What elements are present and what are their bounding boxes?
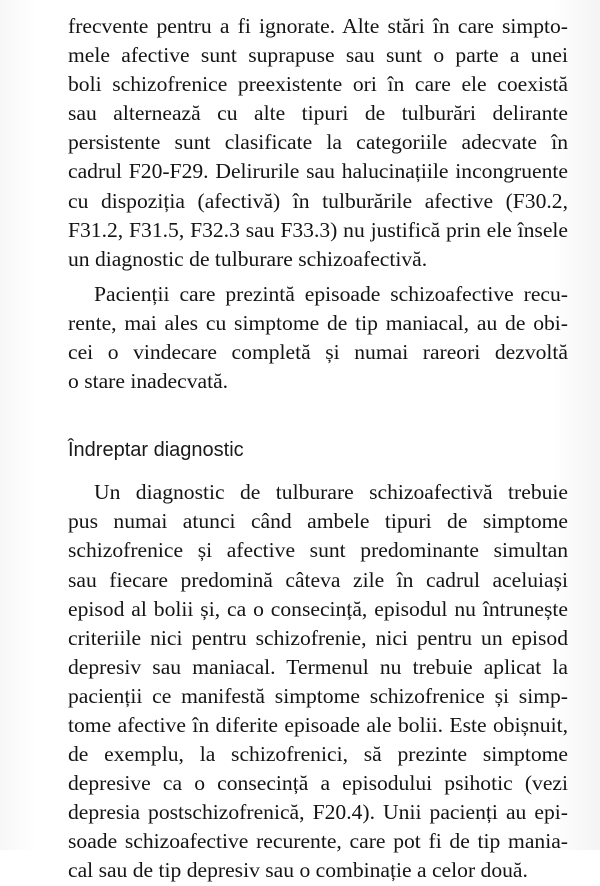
- text-line: cu dispoziția (afectivă) în tulburările afective (F30.2,: [68, 188, 568, 213]
- text-line: criteriile nici pentru schizofrenie, nici pentru un episod: [68, 625, 568, 650]
- text-line: sau alternează cu alte tipuri de tulburări delirante: [68, 101, 568, 126]
- text-line: Pacienții care prezintă episoade schizoafective recu-: [94, 281, 568, 306]
- text-line: boli schizofrenice preexistente ori în care ele coexistă: [68, 72, 568, 97]
- text-column: [68, 12, 568, 886]
- text-line: schizofrenice și afective sunt predominante simultan: [68, 538, 568, 563]
- text-line: depresiv sau maniacal. Termenul nu trebuie aplicat la: [68, 654, 568, 679]
- text-line: tome afective în diferite episoade ale bolii. Este obișnuit,: [68, 712, 568, 737]
- text-line: de exemplu, la schizofrenici, să prezinte simptome: [68, 742, 568, 767]
- text-line: episod al bolii și, ca o consecință, episodul nu întrunește: [68, 596, 568, 621]
- text-line: depresive ca o consecință a episodului psihotic (vezi: [68, 771, 568, 796]
- text-line: depresia postschizofrenică, F20.4). Unii pacienți au epi-: [68, 800, 568, 825]
- text-line: pacienții ce manifestă simptome schizofrenice și simp-: [68, 683, 568, 708]
- text-line: sau fiecare predomină câteva zile în cadrul aceluiași: [68, 567, 568, 592]
- text-line: Un diagnostic de tulburare schizoafectivă trebuie: [94, 480, 568, 505]
- text-line: cei o vindecare completă și numai rareori dezvoltă: [68, 340, 568, 365]
- section-heading: Îndreptar diagnostic: [68, 439, 244, 462]
- text-line: frecvente pentru a fi ignorate. Alte stări în care simpto-: [68, 14, 568, 38]
- paragraph-2: [68, 280, 568, 396]
- text-line: cadrul F20-F29. Delirurile sau halucinațiile incongruente: [68, 159, 568, 184]
- text-line: o stare inadecvată.: [68, 369, 229, 394]
- text-line: soade schizoafective recurente, care pot fi de tip mania-: [68, 829, 568, 854]
- text-line: pus numai atunci când ambele tipuri de simptome: [68, 509, 568, 534]
- text-line: un diagnostic de tulburare schizoafectivă.: [68, 246, 428, 271]
- text-line: mele afective sunt suprapuse sau sunt o parte a unei: [68, 43, 568, 68]
- text-line: persistente sunt clasificate la categoriile adecvate în: [68, 130, 568, 155]
- text-line: F31.2, F31.5, F32.3 sau F33.3) nu justifică prin ele însele: [68, 217, 568, 242]
- paragraph-1: [68, 12, 568, 274]
- text-line: cal sau de tip depresiv sau o combinație a celor două.: [68, 858, 528, 883]
- paragraph-3: [68, 478, 568, 885]
- text-line: rente, mai ales cu simptome de tip maniacal, au de obi-: [68, 310, 568, 335]
